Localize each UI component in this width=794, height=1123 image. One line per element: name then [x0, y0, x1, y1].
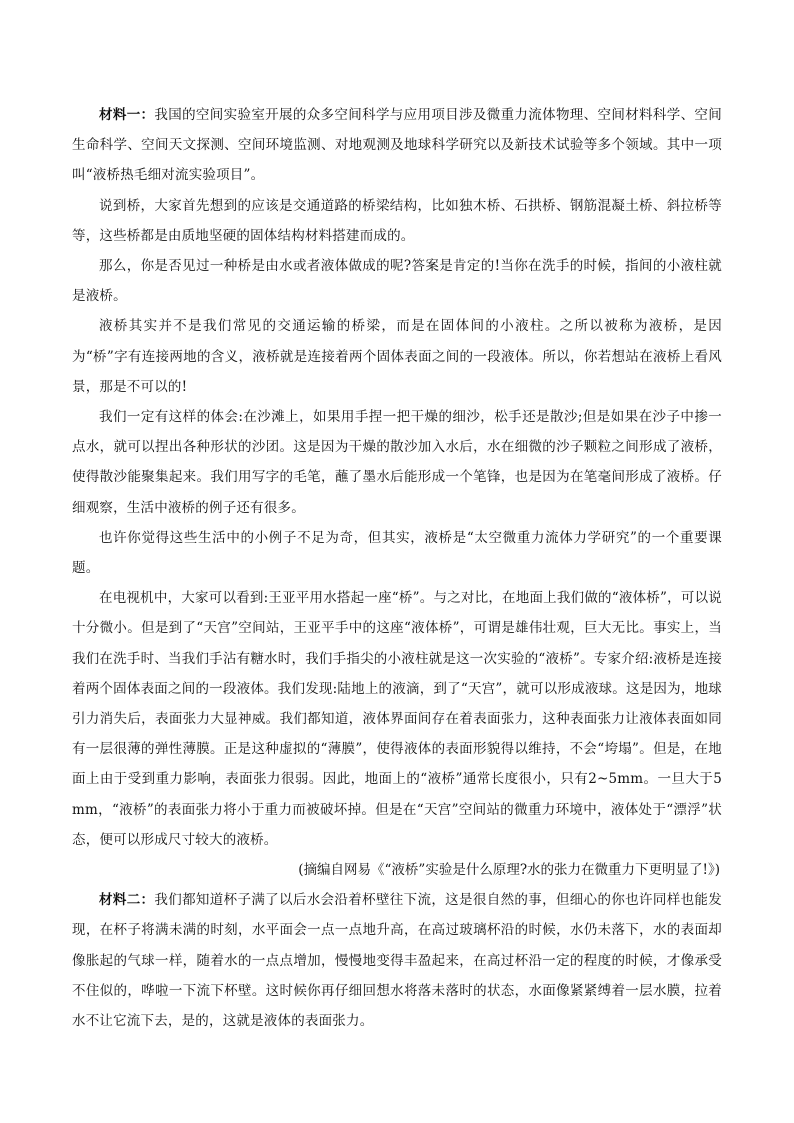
- material1-paragraph-2: 说到桥，大家首先想到的应该是交通道路的桥梁结构，比如独木桥、石拱桥、钢筋混凝土桥、斜拉桥等等，这些桥都是由质地坚硬的固体结构材料搭建而成的。: [72, 197, 722, 244]
- material1-paragraph-6: 也许你觉得这些生活中的小例子不足为奇，但其实，液桥是“太空微重力流体力学研究”的一个重要课题。: [72, 529, 722, 577]
- material1-paragraph-1-text: 我国的空间实验室开展的众多空间科学与应用项目涉及微重力流体物理、空间材料科学、空间生命科学、空间天文探测、空间环境监测、对地观测及地球科学研究以及新技术试验等多个领域。其中一项叫“液桥热毛细对流实验项目”。: [72, 107, 722, 184]
- material1-paragraph-5: 我们一定有这样的体会:在沙滩上，如果用手捏一把干燥的细沙，松手还是散沙;但是如果在沙子中掺一点水，就可以捏出各种形状的沙团。这是因为干燥的散沙加入水后，水在细微的沙子颗粒之间形成了液桥，使得散沙能聚集起来。我们用写字的毛笔，蘸了墨水后能形成一个笔锋，也是因为在笔毫间形成了液桥。仔细观察，生活中液桥的例子还有很多。: [72, 409, 722, 516]
- material2-paragraph-text: 我们都知道杯子满了以后水会沿着杯壁往下流，这是很自然的事，但细心的你也许同样也能发现，在杯子将满未满的时刻，水平面会一点一点地升高，在高过玻璃杯沿的时候，水仍未落下，水的表面却像胀起的气球一样，随着水的一点点增加，慢慢地变得丰盈起来，在高过杯沿一定的程度的时候，才像承受不住似的，哗啦一下流下杯壁。这时候你再仔细回想水将落未落时的状态，水面像紧紧缚着一层水膜，拉着水不让它流下去，是的，这就是液体的表面张力。: [72, 892, 722, 1030]
- material1-paragraph-1: [72, 100, 722, 191]
- material2-paragraph: [72, 885, 722, 1036]
- material2-label: 材料二：: [99, 892, 155, 909]
- material1-paragraph-3: 那么，你是否见过一种桥是由水或者液体做成的呢?答案是肯定的!当你在洗手的时候，指间的小液柱就是液桥。: [72, 258, 722, 305]
- material1-label: 材料一：: [99, 107, 155, 123]
- material1-source-citation: (摘编自网易《“液桥”实验是什么原理?水的张力在微重力下更明显了!》): [298, 862, 720, 879]
- material1-paragraph-7: 在电视机中，大家可以看到:王亚平用水搭起一座“桥”。与之对比，在地面上我们做的“液体桥”，可以说十分微小。但是到了“天宫”空间站，王亚平手中的这座“液体桥”，可谓是雄伟壮观，巨大无比。事实上，当我们在洗手时、当我们手沾有糖水时，我们手指尖的小液柱就是这一次实验的“液桥”。专家介绍:液桥是连接着两个固体表面之间的一段液体。我们发现:陆地上的液滴，到了“天宫”，就可以形成液球。这是因为，地球引力消失后，表面张力大显神威。我们都知道，液体界面间存在着表面张力，这种表面张力让液体表面如同有一层很薄的弹性薄膜。正是这种虚拟的“薄膜”，使得液体的表面形貌得以维持，不会“垮塌”。但是，在地面上由于受到重力影响，表面张力很弱。因此，地面上的“液桥”通常长度很小，只有2~5mm。一旦大于5mm，“液桥”的表面张力将小于重力而被破坏掉。但是在“天宫”空间站的微重力环境中，液体处于“漂浮”状态，便可以形成尺寸较大的液桥。: [72, 590, 722, 848]
- material1-paragraph-4: 液桥其实并不是我们常见的交通运输的桥梁，而是在固体间的小液柱。之所以被称为液桥，是因为“桥”字有连接两地的含义，液桥就是连接着两个固体表面之间的一段液体。所以，你若想站在液桥上看风景，那是不可以的!: [72, 318, 722, 395]
